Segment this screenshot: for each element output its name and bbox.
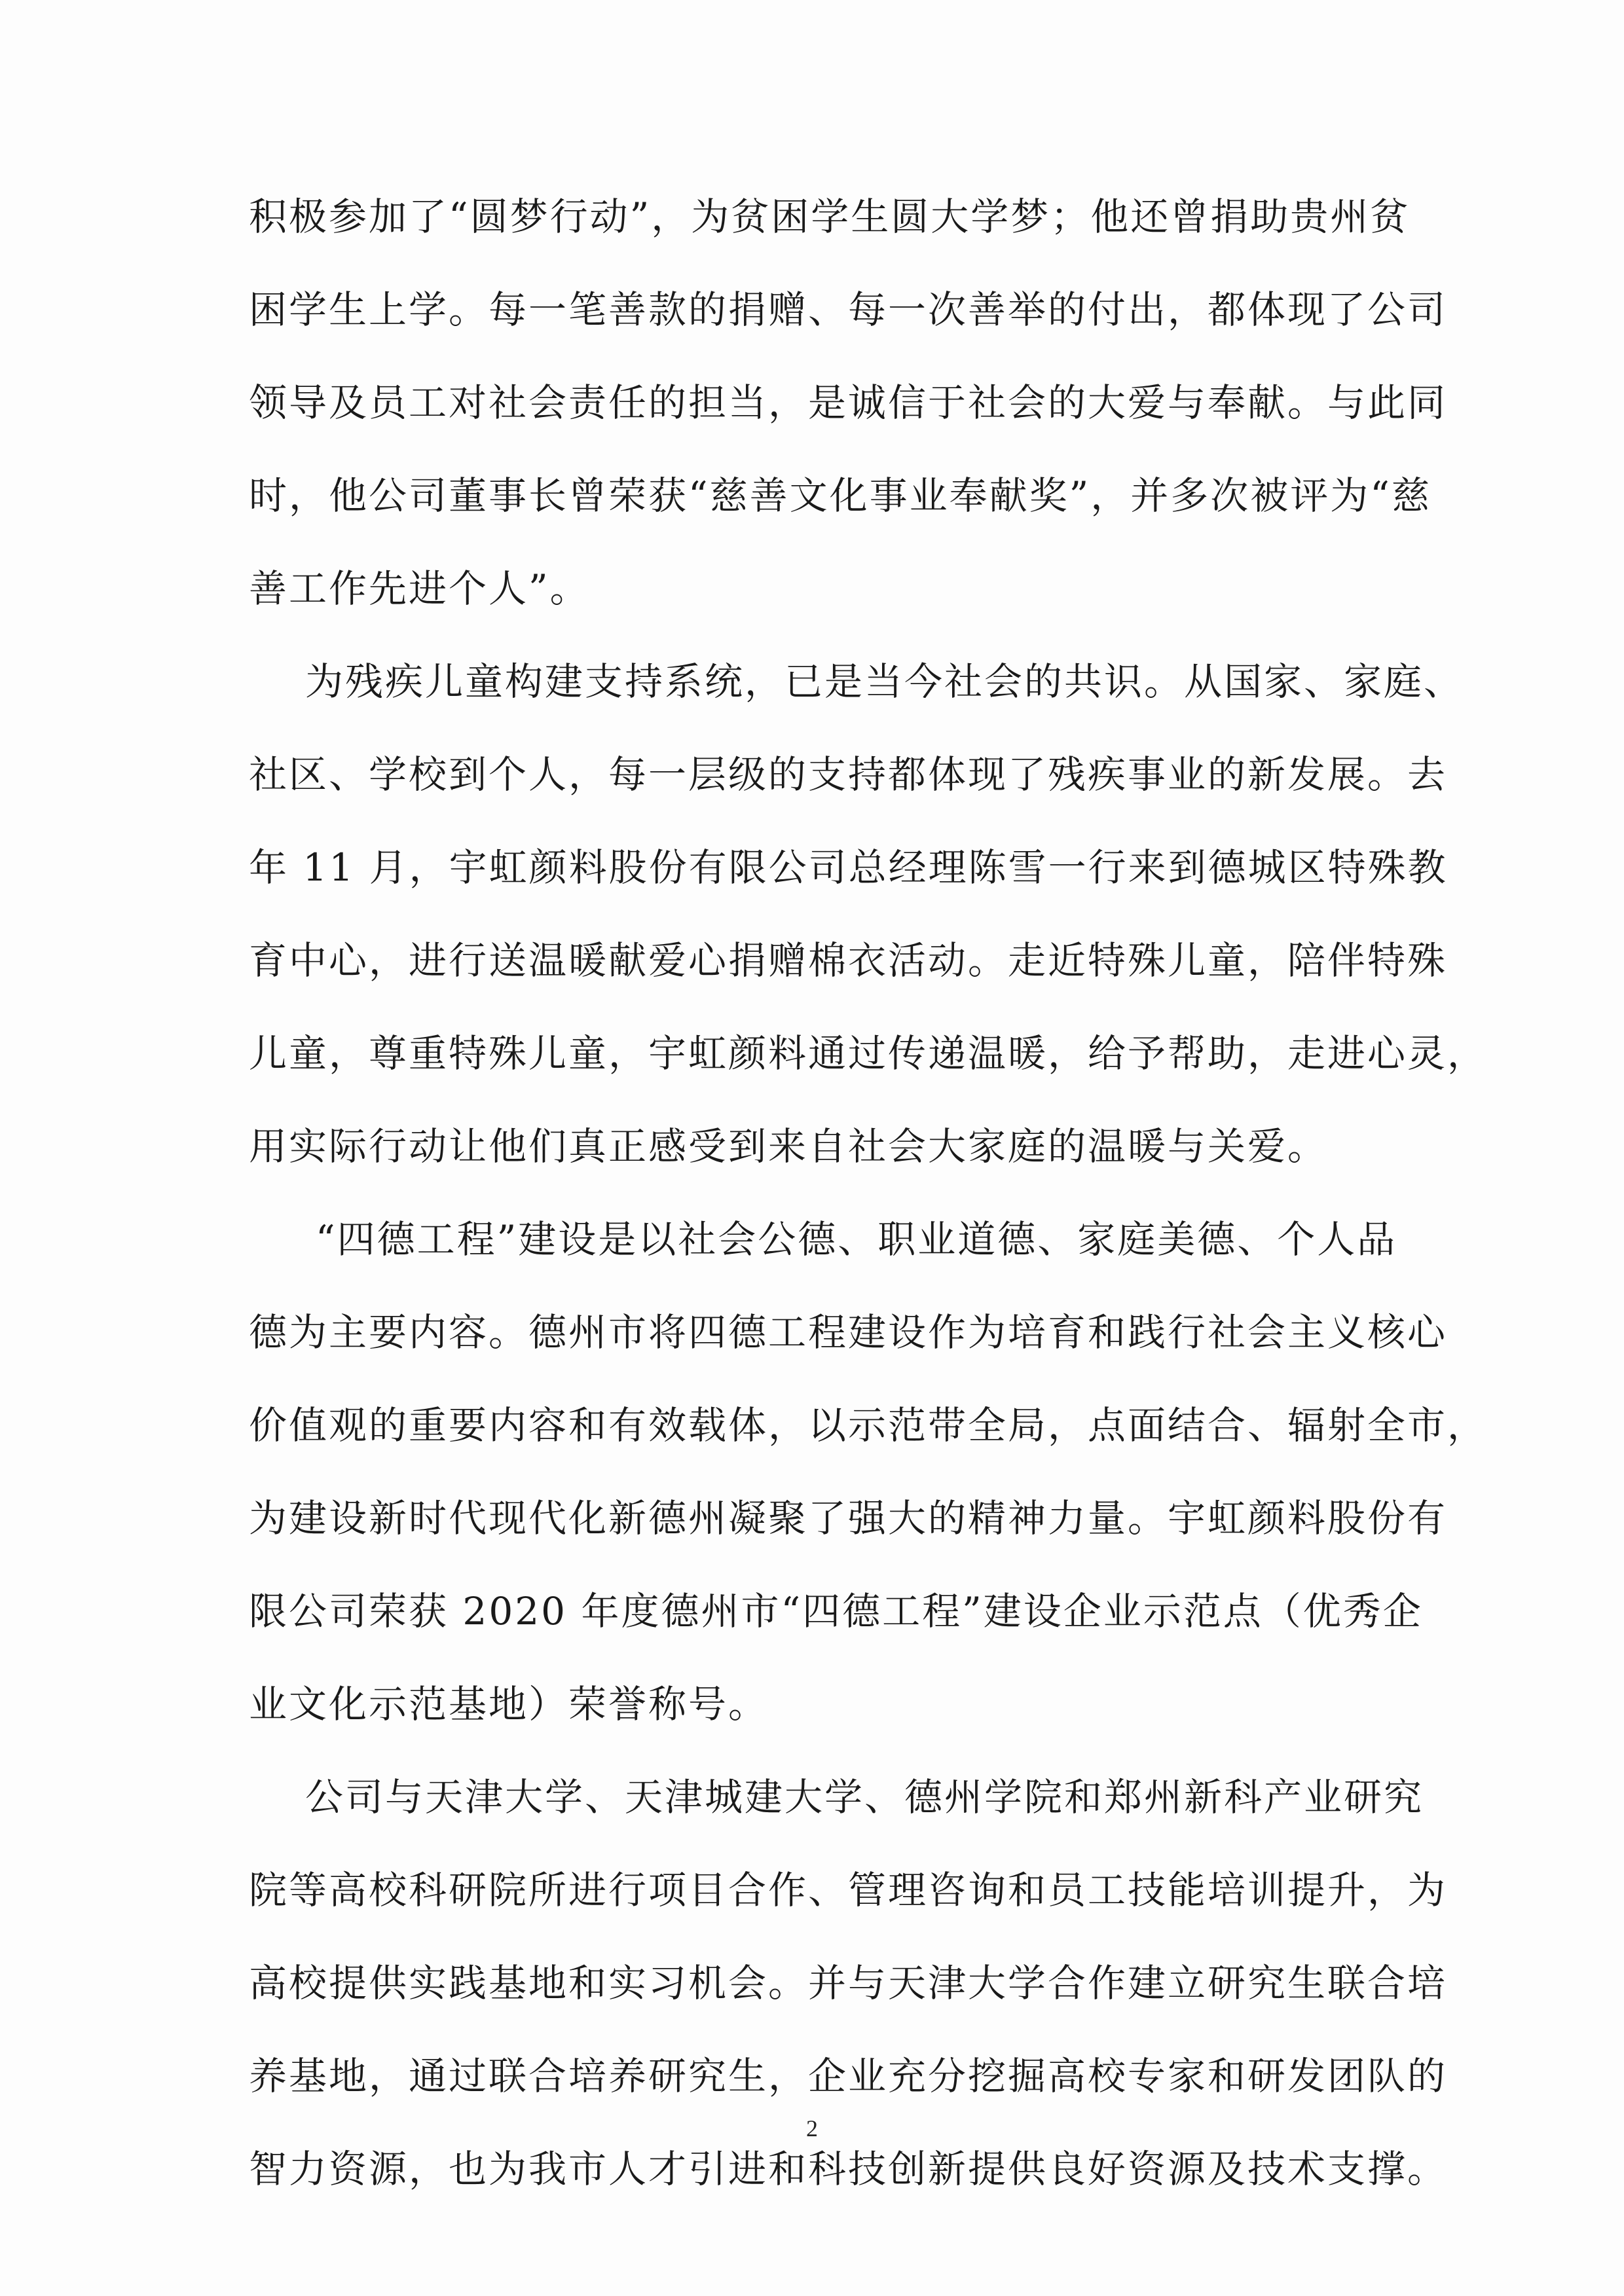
text-line: 善工作先进个人”。 (249, 566, 590, 611)
text-line: 高校提供实践基地和实习机会。并与天津大学合作建立研究生联合培 (249, 1961, 1448, 2005)
text-line: 积极参加了“圆梦行动”，为贫困学生圆大学梦；他还曾捐助贵州贫 (249, 194, 1411, 239)
text-line: 限公司荣获 2020 年度德州市“四德工程”建设企业示范点（优秀企 (249, 1589, 1423, 1633)
text-line: 院等高校科研院所进行项目合作、管理咨询和员工技能培训提升，为 (249, 1868, 1448, 1912)
text-line: 困学生上学。每一笔善款的捐赠、每一次善举的付出，都体现了公司 (249, 287, 1448, 332)
text-line: 儿童，尊重特殊儿童，宇虹颜料通过传递温暖，给予帮助，走进心灵， (249, 1031, 1488, 1076)
text-line: 社区、学校到个人，每一层级的支持都体现了残疾事业的新发展。去 (249, 752, 1448, 797)
text-line: 为残疾儿童构建支持系统，已是当今社会的共识。从国家、家庭、 (305, 659, 1464, 704)
text-line: 用实际行动让他们真正感受到来自社会大家庭的温暖与关爱。 (249, 1124, 1328, 1169)
text-line: 业文化示范基地）荣誉称号。 (249, 1682, 769, 1726)
text-line: 领导及员工对社会责任的担当，是诚信于社会的大爱与奉献。与此同 (249, 380, 1448, 425)
text-line: 价值观的重要内容和有效载体，以示范带全局，点面结合、辐射全市， (249, 1403, 1488, 1448)
text-line: 公司与天津大学、天津城建大学、德州学院和郑州新科产业研究 (305, 1775, 1424, 1819)
text-line: 年 11 月，宇虹颜料股份有限公司总经理陈雪一行来到德城区特殊教 (249, 845, 1448, 890)
text-line: 养基地，通过联合培养研究生，企业充分挖掘高校专家和研发团队的 (249, 2054, 1448, 2098)
text-line: 智力资源，也为我市人才引进和科技创新提供良好资源及技术支撑。 (249, 2147, 1448, 2191)
body-text (249, 170, 1488, 2215)
page-number: 2 (806, 2115, 818, 2141)
text-line: “四德工程”建设是以社会公德、职业道德、家庭美德、个人品 (316, 1217, 1397, 1262)
text-line: 时，他公司董事长曾荣获“慈善文化事业奉献奖”，并多次被评为“慈 (249, 473, 1431, 518)
text-line: 育中心，进行送温暖献爱心捐赠棉衣活动。走近特殊儿童，陪伴特殊 (249, 938, 1448, 983)
text-line: 为建设新时代现代化新德州凝聚了强大的精神力量。宇虹颜料股份有 (249, 1496, 1448, 1540)
text-line: 德为主要内容。德州市将四德工程建设作为培育和践行社会主义核心 (249, 1310, 1448, 1355)
